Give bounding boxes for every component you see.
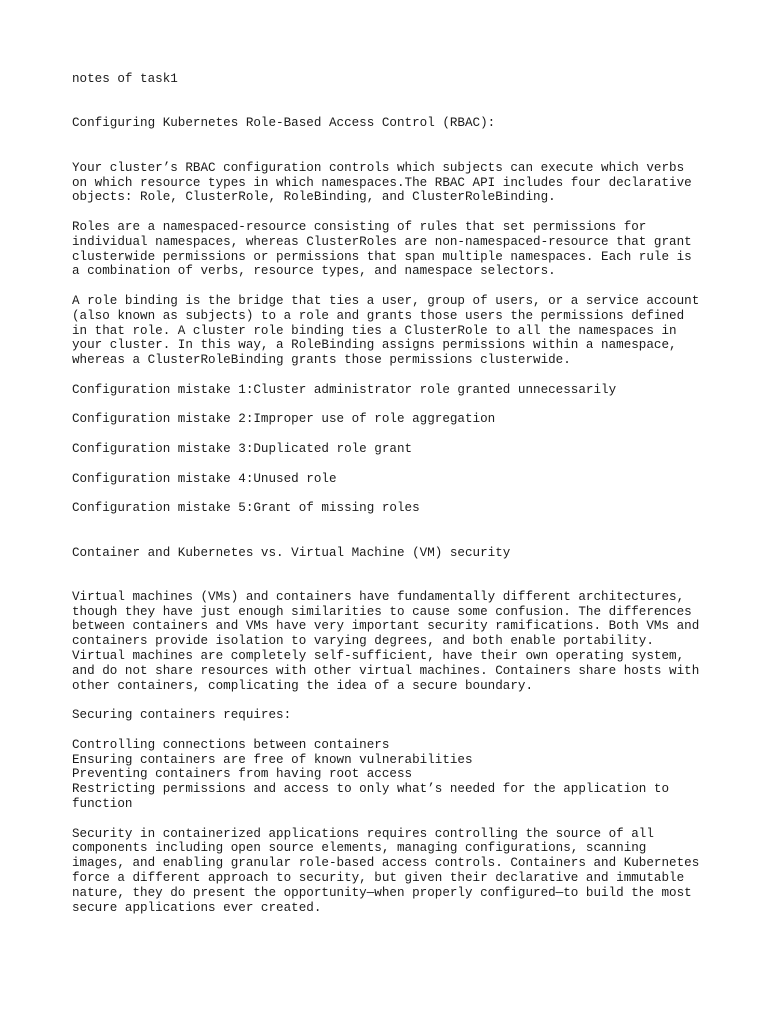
paragraph-security-summary [72, 827, 712, 916]
text-line: between containers and VMs have very important security ramifications. Both VMs and [72, 619, 700, 634]
paragraph-rbac-overview [72, 161, 712, 205]
text-line: nature, they do present the opportunity—when properly configured—to build the most [72, 885, 692, 900]
text-line: clusterwide permissions or permissions that span multiple namespaces. Each rule is [72, 249, 692, 264]
mistake-item: Configuration mistake 1:Cluster administrator role granted unnecessarily [72, 382, 617, 397]
text-line: on which resource types in which namespaces.The RBAC API includes four declarative [72, 175, 692, 190]
mistakes-list [72, 383, 712, 516]
mistake-item: Configuration mistake 5:Grant of missing roles [72, 501, 420, 516]
text-line: (also known as subjects) to a role and grants those users the permissions defined [72, 308, 685, 323]
text-line: images, and enabling granular role-based access controls. Containers and Kubernetes [72, 856, 700, 871]
document-title: notes of task1 [72, 72, 178, 86]
text-line: though they have just enough similarities to cause some confusion. The differences [72, 604, 692, 619]
text-line: individual namespaces, whereas ClusterRoles are non-namespaced-resource that grant [72, 234, 692, 249]
requirements-list [72, 738, 712, 812]
paragraph-role-binding [72, 294, 712, 368]
paragraph-securing-intro: Securing containers requires: [72, 708, 292, 723]
text-line: whereas a ClusterRoleBinding grants those permissions clusterwide. [72, 353, 571, 368]
mistake-item: Configuration mistake 2:Improper use of role aggregation [72, 412, 496, 427]
text-line: Security in containerized applications requires controlling the source of all [72, 826, 654, 841]
text-line: Virtual machines are completely self-sufficient, have their own operating system, [72, 649, 685, 664]
requirement-item: Preventing containers from having root access [72, 767, 413, 782]
text-line: components including open source elements, managing configurations, scanning [72, 841, 647, 856]
requirement-item: Ensuring containers are free of known vulnerabilities [72, 752, 473, 767]
document-body [72, 72, 712, 915]
text-line: secure applications ever created. [72, 900, 322, 915]
text-line: in that role. A cluster role binding ties a ClusterRole to all the namespaces in [72, 323, 677, 338]
text-line: Your cluster’s RBAC configuration controls which subjects can execute which verbs [72, 160, 685, 175]
text-line: force a different approach to security, but given their declarative and immutable [72, 871, 685, 886]
text-line: A role binding is the bridge that ties a user, group of users, or a service account [72, 293, 700, 308]
text-line: objects: Role, ClusterRole, RoleBinding, and ClusterRoleBinding. [72, 190, 556, 205]
text-line: your cluster. In this way, a RoleBinding assigns permissions within a namespace, [72, 338, 677, 353]
requirement-item: function [72, 797, 133, 812]
text-line: other containers, complicating the idea of a secure boundary. [72, 678, 534, 693]
text-line: and do not share resources with other virtual machines. Containers share hosts with [72, 663, 700, 678]
paragraph-vm-containers [72, 590, 712, 694]
requirement-item: Controlling connections between containers [72, 737, 390, 752]
text-line: a combination of verbs, resource types, and namespace selectors. [72, 264, 556, 279]
requirement-item: Restricting permissions and access to only what’s needed for the application to [72, 782, 670, 797]
mistake-item: Configuration mistake 4:Unused role [72, 471, 337, 486]
heading-rbac: Configuring Kubernetes Role-Based Access Control (RBAC): [72, 116, 496, 131]
paragraph-roles [72, 220, 712, 279]
text-line: Virtual machines (VMs) and containers have fundamentally different architectures, [72, 589, 685, 604]
mistake-item: Configuration mistake 3:Duplicated role grant [72, 441, 413, 456]
text-line: Roles are a namespaced-resource consisting of rules that set permissions for [72, 219, 647, 234]
text-line: containers provide isolation to varying degrees, and both enable portability. [72, 634, 654, 649]
heading-vm-security: Container and Kubernetes vs. Virtual Machine (VM) security [72, 545, 511, 560]
